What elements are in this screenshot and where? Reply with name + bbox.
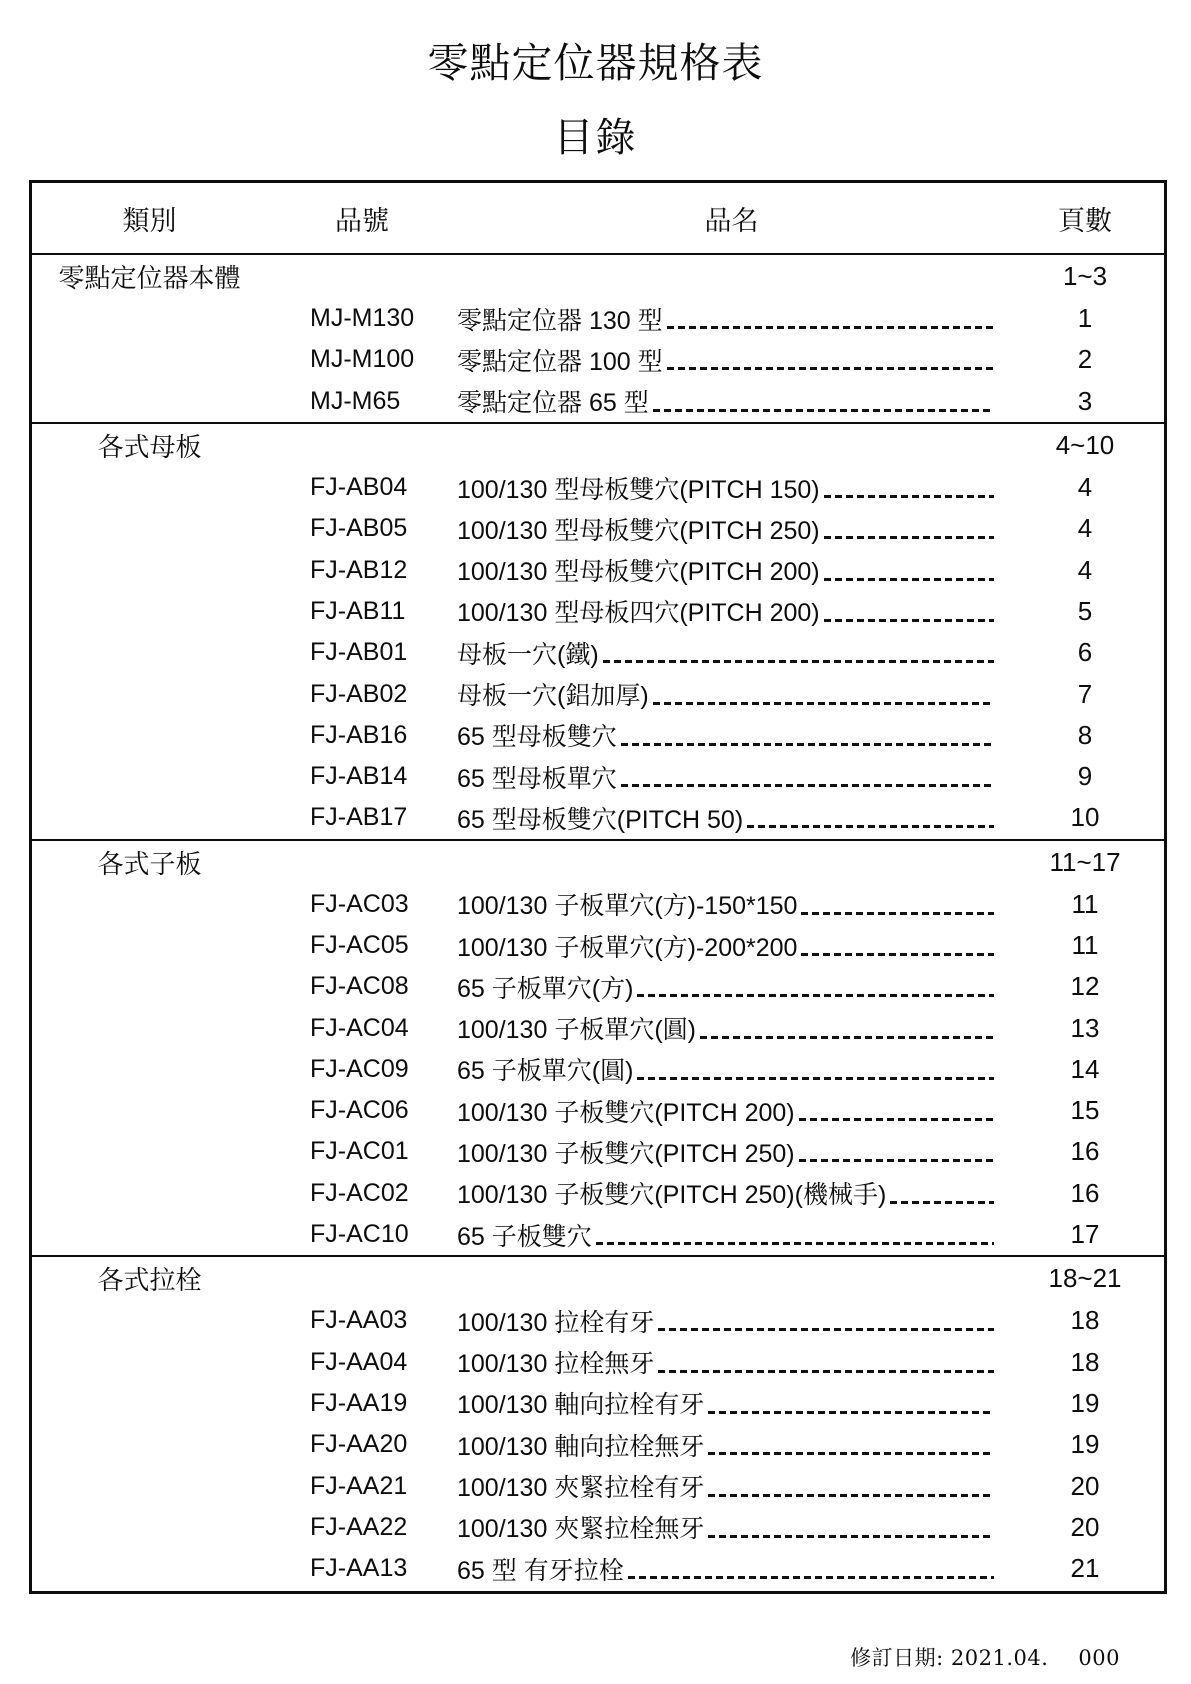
toc-section: [32, 422, 1164, 839]
dotted-leader: [621, 743, 994, 746]
dotted-leader: [628, 1576, 994, 1579]
toc-item-row: [32, 673, 1164, 714]
toc-item-row: [32, 591, 1164, 632]
item-product-name: 65 型母板單穴: [457, 764, 617, 793]
dotted-leader: [824, 536, 994, 539]
item-page-number: 21: [1070, 1553, 1100, 1584]
item-part-number: FJ-AA21: [310, 1471, 408, 1500]
item-product-name: 100/130 拉栓有牙: [457, 1308, 655, 1337]
item-part-number: FJ-AC10: [310, 1220, 409, 1249]
item-product-name: 母板一穴(鐵): [457, 640, 599, 669]
header-page-count: 頁數: [1058, 205, 1112, 237]
dotted-leader: [653, 409, 994, 412]
item-page-number: 7: [1077, 678, 1093, 709]
dotted-leader: [667, 326, 994, 329]
toc-item-row: [32, 632, 1164, 673]
section-category: 各式拉栓: [97, 1266, 202, 1297]
item-part-number: FJ-AC09: [310, 1054, 409, 1083]
item-product-name: 母板一穴(鋁加厚): [457, 682, 649, 711]
toc-item-row: [32, 1507, 1164, 1548]
dotted-leader: [637, 1077, 994, 1080]
item-part-number: FJ-AB17: [310, 803, 408, 832]
section-items: [32, 298, 1164, 422]
item-part-number: FJ-AB05: [310, 514, 408, 543]
item-part-number: FJ-AC01: [310, 1137, 409, 1166]
item-product-name: 65 子板雙穴: [457, 1222, 592, 1251]
toc-section: [32, 255, 1164, 422]
item-part-number: FJ-AA19: [310, 1388, 408, 1417]
item-page-number: 10: [1070, 802, 1100, 833]
item-product-name: 65 子板單穴(圓): [457, 1057, 634, 1086]
item-product-name: 100/130 子板單穴(方)-200*200: [457, 933, 798, 962]
toc-item-row: [32, 381, 1164, 422]
item-product-name: 65 子板單穴(方): [457, 974, 634, 1003]
item-part-number: FJ-AB12: [310, 555, 408, 584]
toc-item-row: [32, 1090, 1164, 1131]
revision-date: 2021.04.: [950, 1646, 1049, 1670]
item-part-number: FJ-AB14: [310, 762, 408, 791]
dotted-leader: [708, 1452, 994, 1455]
item-product-name: 零點定位器 65 型: [457, 389, 649, 418]
toc-item-row: [32, 1342, 1164, 1383]
dotted-leader: [621, 784, 994, 787]
item-page-number: 4: [1077, 472, 1093, 503]
toc-item-row: [32, 925, 1164, 966]
item-page-number: 11: [1071, 888, 1099, 919]
toc-item-row: [32, 884, 1164, 925]
item-part-number: FJ-AB02: [310, 679, 408, 708]
toc-item-row: [32, 549, 1164, 590]
item-page-number: 12: [1070, 971, 1100, 1002]
header-product-name: 品名: [704, 205, 759, 237]
dotted-leader: [801, 953, 994, 956]
revision-note: [850, 1642, 1120, 1672]
toc-item-row: [32, 467, 1164, 508]
item-product-name: 65 型母板雙穴: [457, 723, 617, 752]
toc-item-row: [32, 1049, 1164, 1090]
dotted-leader: [708, 1494, 994, 1497]
section-page-range: 1~3: [1062, 261, 1108, 291]
item-page-number: 11: [1071, 930, 1099, 960]
item-product-name: 100/130 型母板雙穴(PITCH 150): [457, 475, 820, 504]
item-product-name: 100/130 子板雙穴(PITCH 250): [457, 1139, 795, 1168]
dotted-leader: [824, 495, 994, 498]
item-product-name: 100/130 型母板雙穴(PITCH 250): [457, 516, 820, 545]
dotted-leader: [799, 1159, 994, 1162]
item-product-name: 100/130 子板雙穴(PITCH 200): [457, 1098, 795, 1127]
section-items: [32, 1300, 1164, 1589]
section-page-range: 4~10: [1055, 429, 1115, 460]
toc-item-row: [32, 1214, 1164, 1255]
item-product-name: 零點定位器 130 型: [457, 306, 663, 335]
item-product-name: 65 型母板雙穴(PITCH 50): [457, 805, 744, 834]
item-page-number: 20: [1070, 1511, 1100, 1542]
item-page-number: 8: [1077, 719, 1093, 750]
page-subtitle: 目錄: [553, 115, 638, 161]
toc-table: [29, 180, 1167, 1594]
item-product-name: 100/130 夾緊拉栓無牙: [457, 1515, 705, 1544]
revision-number: 000: [1078, 1646, 1120, 1670]
item-product-name: 100/130 子板單穴(圓): [457, 1016, 696, 1045]
section-items: [32, 467, 1164, 839]
section-header-row: [32, 1257, 1164, 1300]
toc-item-row: [32, 715, 1164, 756]
header-category: 類別: [122, 205, 177, 237]
item-part-number: FJ-AC02: [310, 1178, 409, 1207]
item-part-number: FJ-AA03: [310, 1306, 408, 1335]
item-part-number: FJ-AB04: [310, 473, 408, 502]
dotted-leader: [603, 660, 994, 663]
item-product-name: 100/130 型母板四穴(PITCH 200): [457, 599, 820, 628]
item-page-number: 16: [1070, 1136, 1100, 1167]
toc-item-row: [32, 508, 1164, 549]
item-page-number: 5: [1077, 595, 1093, 626]
item-part-number: FJ-AA22: [310, 1512, 408, 1541]
dotted-leader: [799, 1118, 994, 1121]
section-header-row: [32, 255, 1164, 298]
item-product-name: 100/130 子板雙穴(PITCH 250)(機械手): [457, 1181, 887, 1210]
toc-section: [32, 1255, 1164, 1589]
item-page-number: 17: [1070, 1219, 1100, 1250]
toc-item-row: [32, 1300, 1164, 1341]
dotted-leader: [658, 1328, 994, 1331]
item-page-number: 3: [1077, 385, 1093, 416]
item-product-name: 零點定位器 100 型: [457, 347, 663, 376]
toc-item-row: [32, 966, 1164, 1007]
item-page-number: 15: [1070, 1095, 1100, 1126]
dotted-leader: [824, 619, 994, 622]
item-page-number: 18: [1070, 1346, 1100, 1377]
toc-item-row: [32, 1465, 1164, 1506]
item-page-number: 9: [1077, 761, 1093, 792]
page-title: 零點定位器規格表: [427, 39, 764, 87]
item-part-number: FJ-AC05: [310, 931, 409, 959]
toc-item-row: [32, 1424, 1164, 1465]
table-header-row: [32, 183, 1164, 255]
item-page-number: 6: [1077, 637, 1093, 668]
toc-item-row: [32, 1173, 1164, 1214]
toc-item-row: [32, 756, 1164, 797]
item-part-number: FJ-AA20: [310, 1430, 408, 1459]
toc-item-row: [32, 1383, 1164, 1424]
toc-item-row: [32, 1548, 1164, 1589]
item-page-number: 19: [1070, 1429, 1100, 1460]
item-page-number: 1: [1077, 303, 1093, 334]
toc-item-row: [32, 1007, 1164, 1048]
section-category: 各式母板: [97, 432, 202, 463]
dotted-leader: [890, 1201, 994, 1204]
item-part-number: FJ-AA04: [310, 1347, 408, 1376]
section-page-range: 11~17: [1049, 846, 1121, 877]
item-page-number: 19: [1070, 1387, 1100, 1418]
dotted-leader: [700, 1036, 994, 1039]
item-part-number: FJ-AB16: [310, 720, 408, 749]
section-items: [32, 884, 1164, 1256]
item-page-number: 4: [1077, 513, 1093, 544]
item-part-number: MJ-M100: [310, 345, 415, 374]
dotted-leader: [653, 702, 994, 705]
section-header-row: [32, 841, 1164, 884]
dotted-leader: [708, 1411, 994, 1414]
item-page-number: 16: [1070, 1177, 1100, 1208]
section-category: 各式子板: [97, 849, 202, 880]
item-part-number: FJ-AC06: [310, 1096, 409, 1125]
revision-label: 修訂日期:: [850, 1646, 944, 1670]
item-part-number: FJ-AA13: [310, 1554, 408, 1583]
item-page-number: 14: [1070, 1053, 1100, 1084]
dotted-leader: [667, 367, 994, 370]
item-part-number: FJ-AB11: [310, 596, 406, 625]
item-page-number: 2: [1077, 344, 1093, 375]
item-product-name: 100/130 型母板雙穴(PITCH 200): [457, 558, 820, 587]
dotted-leader: [596, 1242, 994, 1245]
toc-item-row: [32, 1131, 1164, 1172]
item-part-number: FJ-AB01: [310, 638, 408, 667]
dotted-leader: [747, 825, 994, 828]
toc-item-row: [32, 339, 1164, 380]
dotted-leader: [801, 912, 994, 915]
item-page-number: 4: [1077, 554, 1093, 585]
item-product-name: 65 型 有牙拉栓: [457, 1556, 624, 1585]
toc-section: [32, 839, 1164, 1256]
toc-item-row: [32, 797, 1164, 838]
item-product-name: 100/130 拉栓無牙: [457, 1350, 655, 1379]
toc-item-row: [32, 298, 1164, 339]
item-part-number: FJ-AC03: [310, 889, 409, 918]
dotted-leader: [824, 578, 994, 581]
item-part-number: FJ-AC08: [310, 972, 409, 1001]
item-part-number: MJ-M130: [310, 304, 415, 333]
dotted-leader: [708, 1535, 994, 1538]
item-product-name: 100/130 軸向拉栓有牙: [457, 1391, 705, 1420]
item-page-number: 20: [1070, 1470, 1100, 1501]
dotted-leader: [658, 1370, 994, 1373]
item-page-number: 18: [1070, 1305, 1100, 1336]
item-page-number: 13: [1070, 1012, 1100, 1043]
header-part-number: 品號: [335, 205, 389, 237]
dotted-leader: [637, 994, 994, 997]
item-product-name: 100/130 夾緊拉栓有牙: [457, 1474, 705, 1503]
item-product-name: 100/130 軸向拉栓無牙: [457, 1432, 705, 1461]
toc-sections: [32, 255, 1164, 1589]
section-header-row: [32, 424, 1164, 467]
item-part-number: FJ-AC04: [310, 1013, 409, 1042]
section-category: 零點定位器本體: [58, 264, 241, 294]
item-product-name: 100/130 子板單穴(方)-150*150: [457, 892, 798, 921]
section-page-range: 18~21: [1048, 1263, 1122, 1294]
item-part-number: MJ-M65: [310, 386, 401, 415]
